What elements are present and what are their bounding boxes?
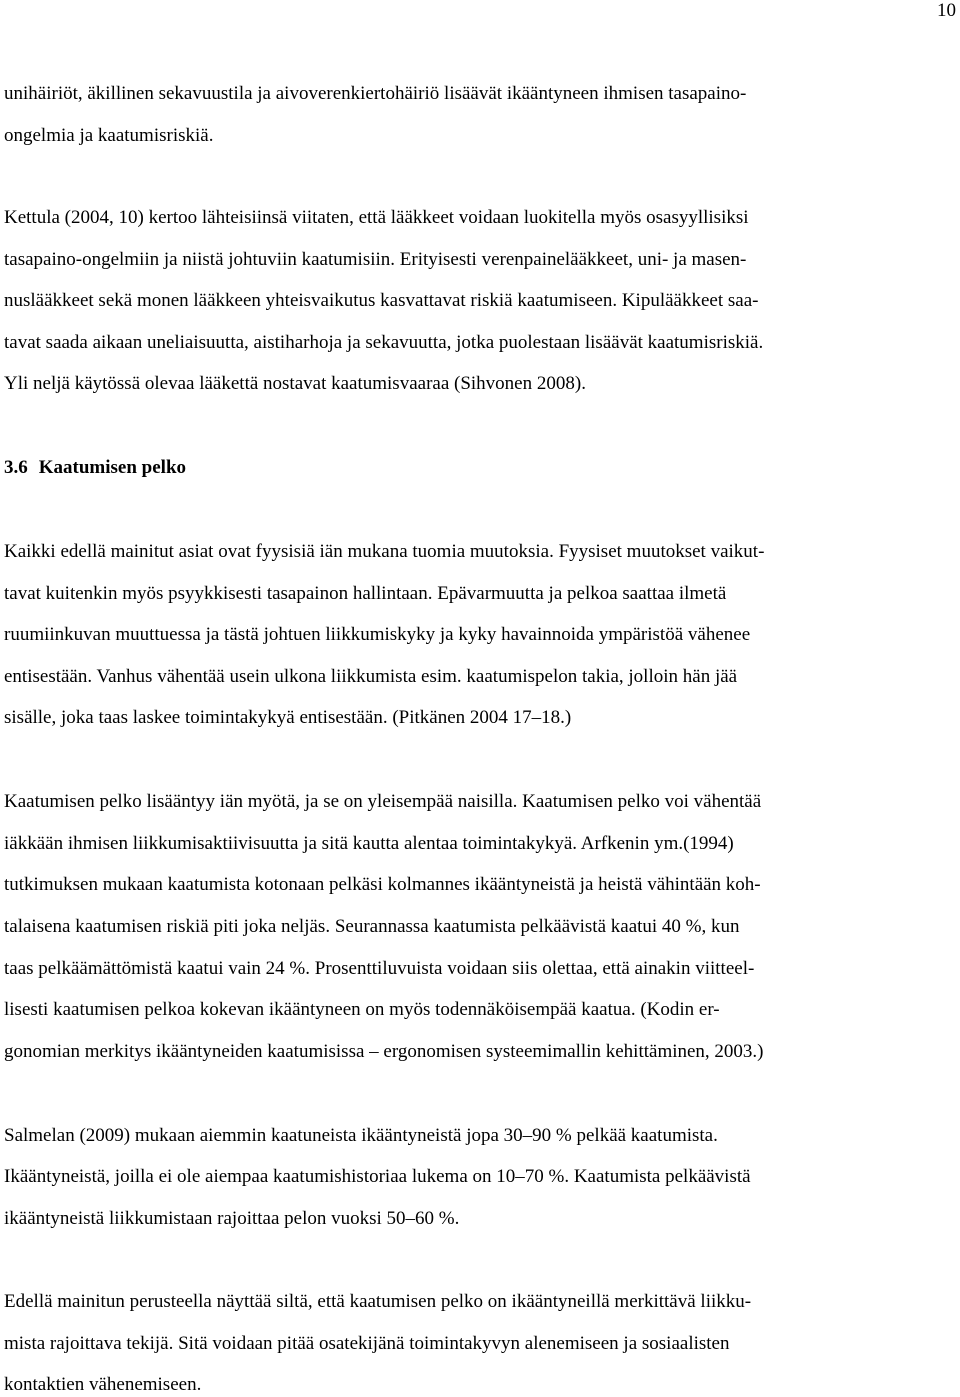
paragraph-line: Kaikki edellä mainitut asiat ovat fyysisiä iän mukana tuomia muutoksia. Fyysiset muutokset vaikut- <box>4 541 765 562</box>
paragraph-line: Ikääntyneistä, joilla ei ole aiempaa kaatumishistoriaa lukema on 10–70 %. Kaatumista pelkäävistä <box>4 1166 751 1187</box>
section-number: 3.6 <box>4 457 28 478</box>
paragraph-line: taas pelkäämättömistä kaatui vain 24 %. Prosenttiluvuista voidaan siis olettaa, että ainakin viitteel- <box>4 958 755 979</box>
page-number: 10 <box>937 0 956 21</box>
paragraph-line: tasapaino-ongelmiin ja niistä johtuviin kaatumisiin. Erityisesti verenpainelääkkeet, uni- ja masen- <box>4 249 747 270</box>
paragraph-line: lisesti kaatumisen pelkoa kokevan ikääntyneen on myös todennäköisempää kaatua. (Kodin er- <box>4 999 720 1020</box>
paragraph-line: sisälle, joka taas laskee toimintakykyä entisestään. (Pitkänen 2004 17–18.) <box>4 707 572 728</box>
paragraph-line: tavat kuitenkin myös psyykkisesti tasapainon hallintaan. Epävarmuutta ja pelkoa saattaa ilmetä <box>4 583 727 604</box>
paragraph-line: Edellä mainitun perusteella näyttää siltä, että kaatumisen pelko on ikääntyneillä merkittävä liikku- <box>4 1291 752 1312</box>
paragraph-line: ruumiinkuvan muuttuessa ja tästä johtuen liikkumiskyky ja kyky havainnoida ympäristöä vähenee <box>4 624 751 645</box>
paragraph-line: tutkimuksen mukaan kaatumista kotonaan pelkäsi kolmannes ikääntyneistä ja heistä vähintään koh- <box>4 874 761 895</box>
paragraph-line: Kettula (2004, 10) kertoo lähteisiinsä viitaten, että lääkkeet voidaan luokitella myös osasyyllisiksi <box>4 207 749 228</box>
paragraph-line: Yli neljä käytössä olevaa lääkettä nostavat kaatumisvaaraa (Sihvonen 2008). <box>4 373 586 394</box>
paragraph-line: Kaatumisen pelko lisääntyy iän myötä, ja se on yleisempää naisilla. Kaatumisen pelko voi vähentää <box>4 791 762 812</box>
paragraph-line: ikääntyneistä liikkumistaan rajoittaa pelon vuoksi 50–60 %. <box>4 1208 460 1229</box>
paragraph-line: ongelmia ja kaatumisriskiä. <box>4 125 214 146</box>
section-title: Kaatumisen pelko <box>38 457 187 478</box>
section-heading <box>4 456 186 480</box>
paragraph-line: Salmelan (2009) mukaan aiemmin kaatuneista ikääntyneistä jopa 30–90 % pelkää kaatumista. <box>4 1125 718 1146</box>
paragraph-line: gonomian merkitys ikääntyneiden kaatumisissa – ergonomisen systeemimallin kehittäminen, 2003.) <box>4 1041 764 1062</box>
paragraph-line: entisestään. Vanhus vähentää usein ulkona liikkumista esim. kaatumispelon takia, jolloin hän jää <box>4 666 738 687</box>
paragraph-line: tavat saada aikaan uneliaisuutta, aistiharhoja ja sekavuutta, jotka puolestaan lisäävät kaatumisriskiä. <box>4 332 764 353</box>
paragraph-line: mista rajoittava tekijä. Sitä voidaan pitää osatekijänä toimintakyvyn alenemiseen ja sosiaalisten <box>4 1333 730 1354</box>
paragraph-line: talaisena kaatumisen riskiä piti joka neljäs. Seurannassa kaatumista pelkäävistä kaatui 40 %, kun <box>4 916 740 937</box>
paragraph-line: kontaktien vähenemiseen. <box>4 1374 202 1395</box>
paragraph-line: iäkkään ihmisen liikkumisaktiivisuutta ja sitä kautta alentaa toimintakykyä. Arfkenin ym.(1994) <box>4 833 734 854</box>
paragraph-line: nuslääkkeet sekä monen lääkkeen yhteisvaikutus kasvattavat riskiä kaatumiseen. Kipulääkkeet saa- <box>4 290 759 311</box>
paragraph-line: unihäiriöt, äkillinen sekavuustila ja aivoverenkiertohäiriö lisäävät ikääntyneen ihmisen tasapaino- <box>4 83 747 104</box>
